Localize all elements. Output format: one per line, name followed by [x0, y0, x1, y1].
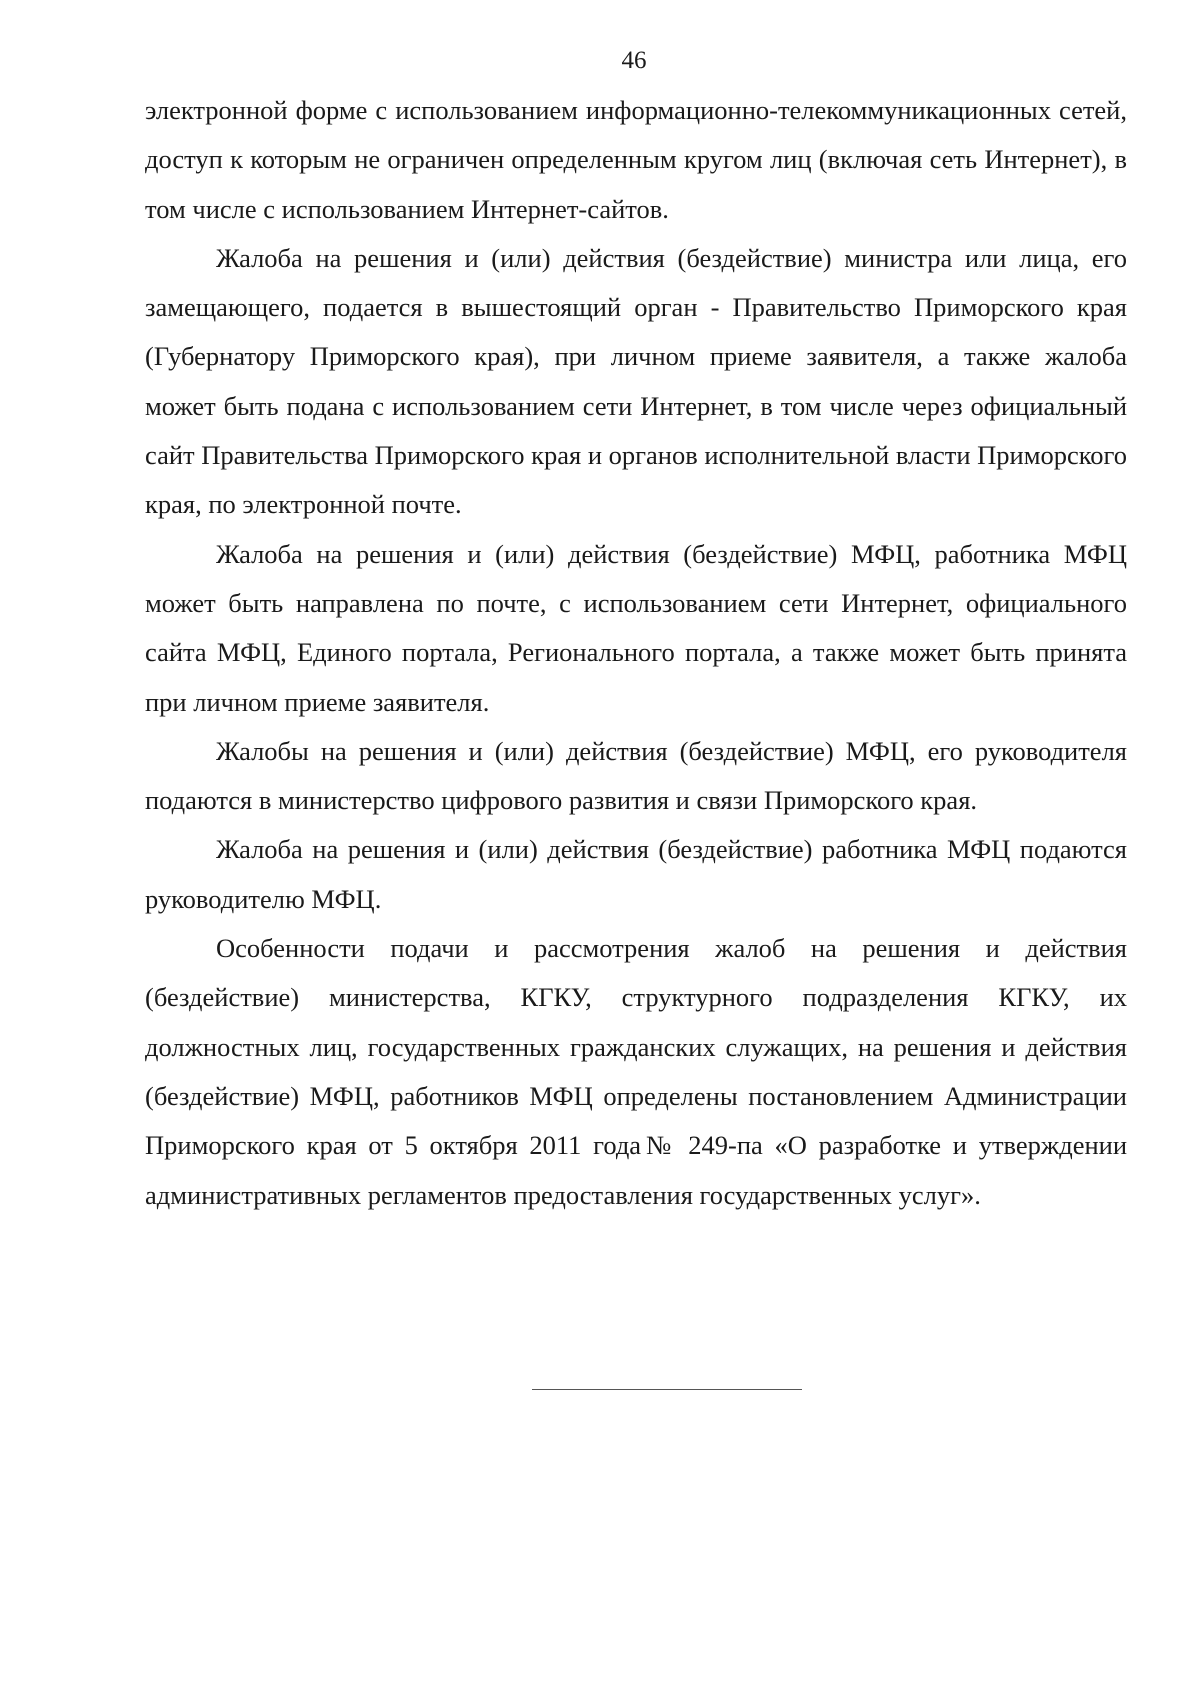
end-divider: [532, 1389, 802, 1390]
document-body: [145, 86, 1127, 1220]
paragraph-features: Особенности подачи и рассмотрения жалоб на решения и действия (бездействие) министерства, КГКУ, структурного подразделения КГКУ, их должностных лиц, государственных гражданских служащих, на решения и действия (бездействие) МФЦ, работников МФЦ определены постановлением Администрации Приморского края от 5 октября 2011 года№ 249-па «О разработке и утверждении административных регламентов предоставления государственных услуг».: [145, 933, 1127, 1210]
page-number: 46: [621, 47, 647, 74]
paragraph-complaint-minister: Жалоба на решения и (или) действия (бездействие) министра или лица, его замещающего, подается в вышестоящий орган - Правительство Приморского края (Губернатору Приморского края), при личном приеме заявителя, а также жалоба может быть подана с использованием сети Интернет, в том числе через официальный сайт Правительства Приморского края и органов исполнительной власти Приморского края, по электронной почте.: [145, 242, 1127, 520]
paragraph-complaint-mfc-head: Жалобы на решения и (или) действия (бездействие) МФЦ, его руководителя подаются в министерство цифрового развития и связи Приморского края.: [145, 735, 1127, 816]
paragraph-complaint-mfc-employee: Жалоба на решения и (или) действия (бездействие) МФЦ, работника МФЦ может быть направлена по почте, с использованием сети Интернет, официального сайта МФЦ, Единого портала, Регионального портала, а также может быть принята при личном приеме заявителя.: [145, 538, 1127, 717]
paragraph-complaint-worker: Жалоба на решения и (или) действия (бездействие) работника МФЦ подаются руководителю МФЦ.: [145, 834, 1127, 914]
paragraph-continuation: электронной форме с использованием информационно-телекоммуникационных сетей, доступ к которым не ограничен определенным кругом лиц (включая сеть Интернет), в том числе с использованием Интернет-сайтов.: [145, 95, 1127, 224]
